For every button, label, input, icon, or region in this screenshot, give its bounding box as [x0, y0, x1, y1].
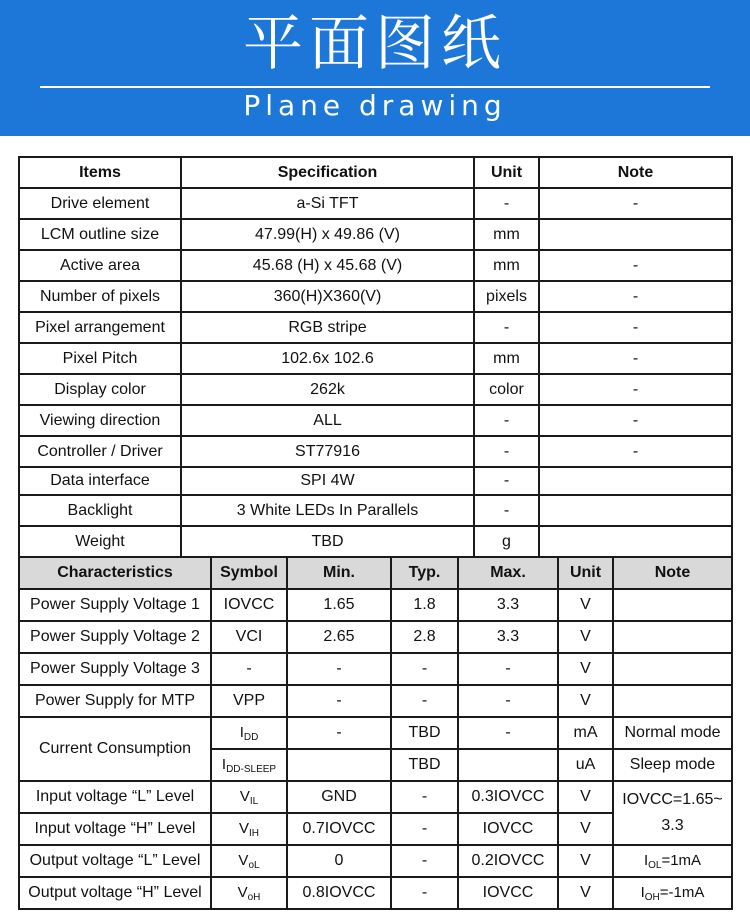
characteristics-table	[18, 556, 733, 910]
char-max: 0.3IOVCC	[458, 781, 558, 813]
spec-item: Drive element	[19, 188, 181, 219]
spec-item: Backlight	[19, 495, 181, 526]
spec-value: RGB stripe	[181, 312, 474, 343]
char-row	[19, 621, 732, 653]
char-row	[19, 653, 732, 685]
char-min: -	[287, 717, 391, 749]
char-header-note: Note	[613, 557, 732, 589]
spec-note	[539, 219, 732, 250]
char-typ: TBD	[391, 717, 458, 749]
spec-note: -	[539, 405, 732, 436]
spec-unit: g	[474, 526, 539, 557]
spec-header-unit: Unit	[474, 157, 539, 188]
char-min: 0.7IOVCC	[287, 813, 391, 845]
spec-unit: -	[474, 467, 539, 495]
char-symbol: IOVCC	[211, 589, 287, 621]
symbol-main: V	[238, 819, 249, 837]
spec-row	[19, 250, 732, 281]
spec-item: LCM outline size	[19, 219, 181, 250]
note-main: I	[643, 851, 649, 869]
spec-row	[19, 188, 732, 219]
char-max: 3.3	[458, 589, 558, 621]
char-unit: V	[558, 621, 613, 653]
spec-item: Pixel arrangement	[19, 312, 181, 343]
char-typ: TBD	[391, 749, 458, 781]
char-name: Power Supply Voltage 3	[19, 653, 211, 685]
symbol-subscript: DD-SLEEP	[226, 763, 277, 775]
char-name: Input voltage “H” Level	[19, 813, 211, 845]
symbol-main: V	[239, 787, 250, 805]
spec-value: 45.68 (H) x 45.68 (V)	[181, 250, 474, 281]
spec-item: Data interface	[19, 467, 181, 495]
char-max: 0.2IOVCC	[458, 845, 558, 877]
char-max: IOVCC	[458, 877, 558, 909]
spec-row	[19, 281, 732, 312]
symbol-subscript: IL	[249, 795, 259, 807]
char-symbol-voh	[211, 877, 287, 909]
char-symbol-idd	[211, 717, 287, 749]
char-min	[287, 749, 391, 781]
spec-value: 262k	[181, 374, 474, 405]
char-symbol-vol	[211, 845, 287, 877]
char-header-min: Min.	[287, 557, 391, 589]
char-header-max: Max.	[458, 557, 558, 589]
spec-item: Active area	[19, 250, 181, 281]
spec-row	[19, 436, 732, 467]
char-max: -	[458, 653, 558, 685]
char-unit: V	[558, 589, 613, 621]
symbol-subscript: oL	[248, 859, 260, 871]
spec-value: a-Si TFT	[181, 188, 474, 219]
spec-unit: mm	[474, 250, 539, 281]
char-note	[613, 589, 732, 621]
char-header-unit: Unit	[558, 557, 613, 589]
spec-unit: mm	[474, 343, 539, 374]
spec-row	[19, 467, 732, 495]
spec-note	[539, 495, 732, 526]
banner-title-english-text: Plane drawing	[237, 89, 512, 122]
char-name: Power Supply Voltage 2	[19, 621, 211, 653]
char-unit: mA	[558, 717, 613, 749]
char-typ: -	[391, 781, 458, 813]
spec-value: ST77916	[181, 436, 474, 467]
char-row-output-low	[19, 845, 732, 877]
char-note	[613, 621, 732, 653]
spec-note: -	[539, 188, 732, 219]
char-row-input-low	[19, 781, 732, 813]
banner-title-chinese: 平面图纸	[243, 9, 507, 79]
spec-unit: -	[474, 312, 539, 343]
char-max: -	[458, 717, 558, 749]
symbol-subscript: DD	[243, 731, 259, 743]
spec-unit: -	[474, 405, 539, 436]
spec-unit: -	[474, 436, 539, 467]
spec-row	[19, 374, 732, 405]
spec-item: Controller / Driver	[19, 436, 181, 467]
banner-title-english	[0, 86, 750, 126]
char-row-current-normal	[19, 717, 732, 749]
spec-note: -	[539, 436, 732, 467]
spec-note: -	[539, 281, 732, 312]
spec-header-specification: Specification	[181, 157, 474, 188]
spec-item: Pixel Pitch	[19, 343, 181, 374]
spec-header-row	[19, 157, 732, 188]
char-name-current: Current Consumption	[19, 717, 211, 781]
spec-unit: color	[474, 374, 539, 405]
char-min: 0.8IOVCC	[287, 877, 391, 909]
spec-row	[19, 343, 732, 374]
char-min: -	[287, 653, 391, 685]
spec-note	[539, 526, 732, 557]
char-symbol-idd-sleep	[211, 749, 287, 781]
char-row	[19, 685, 732, 717]
spec-header-items: Items	[19, 157, 181, 188]
char-unit: V	[558, 685, 613, 717]
symbol-main: V	[238, 851, 249, 869]
char-typ: 2.8	[391, 621, 458, 653]
symbol-main: V	[237, 883, 248, 901]
char-typ: 1.8	[391, 589, 458, 621]
char-unit: V	[558, 877, 613, 909]
char-name: Power Supply Voltage 1	[19, 589, 211, 621]
char-typ: -	[391, 653, 458, 685]
char-note: Normal mode	[613, 717, 732, 749]
char-unit: V	[558, 813, 613, 845]
char-name: Input voltage “L” Level	[19, 781, 211, 813]
char-note-iovcc: IOVCC=1.65~ 3.3	[613, 781, 732, 845]
spec-unit: -	[474, 495, 539, 526]
char-unit: V	[558, 653, 613, 685]
char-min: -	[287, 685, 391, 717]
note-rest: =-1mA	[659, 883, 705, 901]
note-main: I	[640, 883, 645, 901]
char-max	[458, 749, 558, 781]
char-symbol-vih	[211, 813, 287, 845]
char-min: 1.65	[287, 589, 391, 621]
spec-value: SPI 4W	[181, 467, 474, 495]
char-name: Power Supply for MTP	[19, 685, 211, 717]
spec-value: 3 White LEDs In Parallels	[181, 495, 474, 526]
symbol-main: I	[239, 723, 244, 741]
char-max: 3.3	[458, 621, 558, 653]
char-min: GND	[287, 781, 391, 813]
spec-unit: pixels	[474, 281, 539, 312]
spec-row	[19, 495, 732, 526]
spec-item: Weight	[19, 526, 181, 557]
char-typ: -	[391, 813, 458, 845]
spec-note	[539, 467, 732, 495]
char-name: Output voltage “H” Level	[19, 877, 211, 909]
char-unit: V	[558, 845, 613, 877]
spec-item: Display color	[19, 374, 181, 405]
spec-note: -	[539, 312, 732, 343]
spec-value: 360(H)X360(V)	[181, 281, 474, 312]
spec-row	[19, 219, 732, 250]
char-note-iol	[613, 845, 732, 877]
note-rest: =1mA	[661, 851, 702, 869]
spec-value: ALL	[181, 405, 474, 436]
char-unit: V	[558, 781, 613, 813]
spec-note: -	[539, 250, 732, 281]
char-symbol: VPP	[211, 685, 287, 717]
char-max: IOVCC	[458, 813, 558, 845]
char-row	[19, 589, 732, 621]
spec-unit: mm	[474, 219, 539, 250]
spec-row	[19, 405, 732, 436]
char-note: Sleep mode	[613, 749, 732, 781]
spec-value: TBD	[181, 526, 474, 557]
char-unit: uA	[558, 749, 613, 781]
char-symbol-vil	[211, 781, 287, 813]
char-header-typ: Typ.	[391, 557, 458, 589]
char-name: Output voltage “L” Level	[19, 845, 211, 877]
symbol-main: I	[221, 755, 227, 773]
char-header-characteristics: Characteristics	[19, 557, 211, 589]
char-row-output-high	[19, 877, 732, 909]
char-header-symbol: Symbol	[211, 557, 287, 589]
spec-header-note: Note	[539, 157, 732, 188]
symbol-subscript: IH	[249, 827, 259, 839]
symbol-subscript: oH	[247, 891, 261, 903]
char-symbol: VCI	[211, 621, 287, 653]
spec-row	[19, 312, 732, 343]
spec-row	[19, 526, 732, 557]
char-symbol: -	[211, 653, 287, 685]
char-note	[613, 653, 732, 685]
spec-value: 102.6x 102.6	[181, 343, 474, 374]
char-typ: -	[391, 877, 458, 909]
spec-note: -	[539, 343, 732, 374]
spec-value: 47.99(H) x 49.86 (V)	[181, 219, 474, 250]
spec-note: -	[539, 374, 732, 405]
specification-table	[18, 156, 733, 558]
header-banner	[0, 0, 750, 136]
note-subscript: OL	[648, 859, 662, 871]
spec-item: Number of pixels	[19, 281, 181, 312]
char-note	[613, 685, 732, 717]
spec-unit: -	[474, 188, 539, 219]
char-note-ioh	[613, 877, 732, 909]
char-max: -	[458, 685, 558, 717]
char-typ: -	[391, 685, 458, 717]
char-min: 0	[287, 845, 391, 877]
char-header-row	[19, 557, 732, 589]
spec-item: Viewing direction	[19, 405, 181, 436]
note-subscript: OH	[644, 891, 660, 903]
char-typ: -	[391, 845, 458, 877]
char-min: 2.65	[287, 621, 391, 653]
